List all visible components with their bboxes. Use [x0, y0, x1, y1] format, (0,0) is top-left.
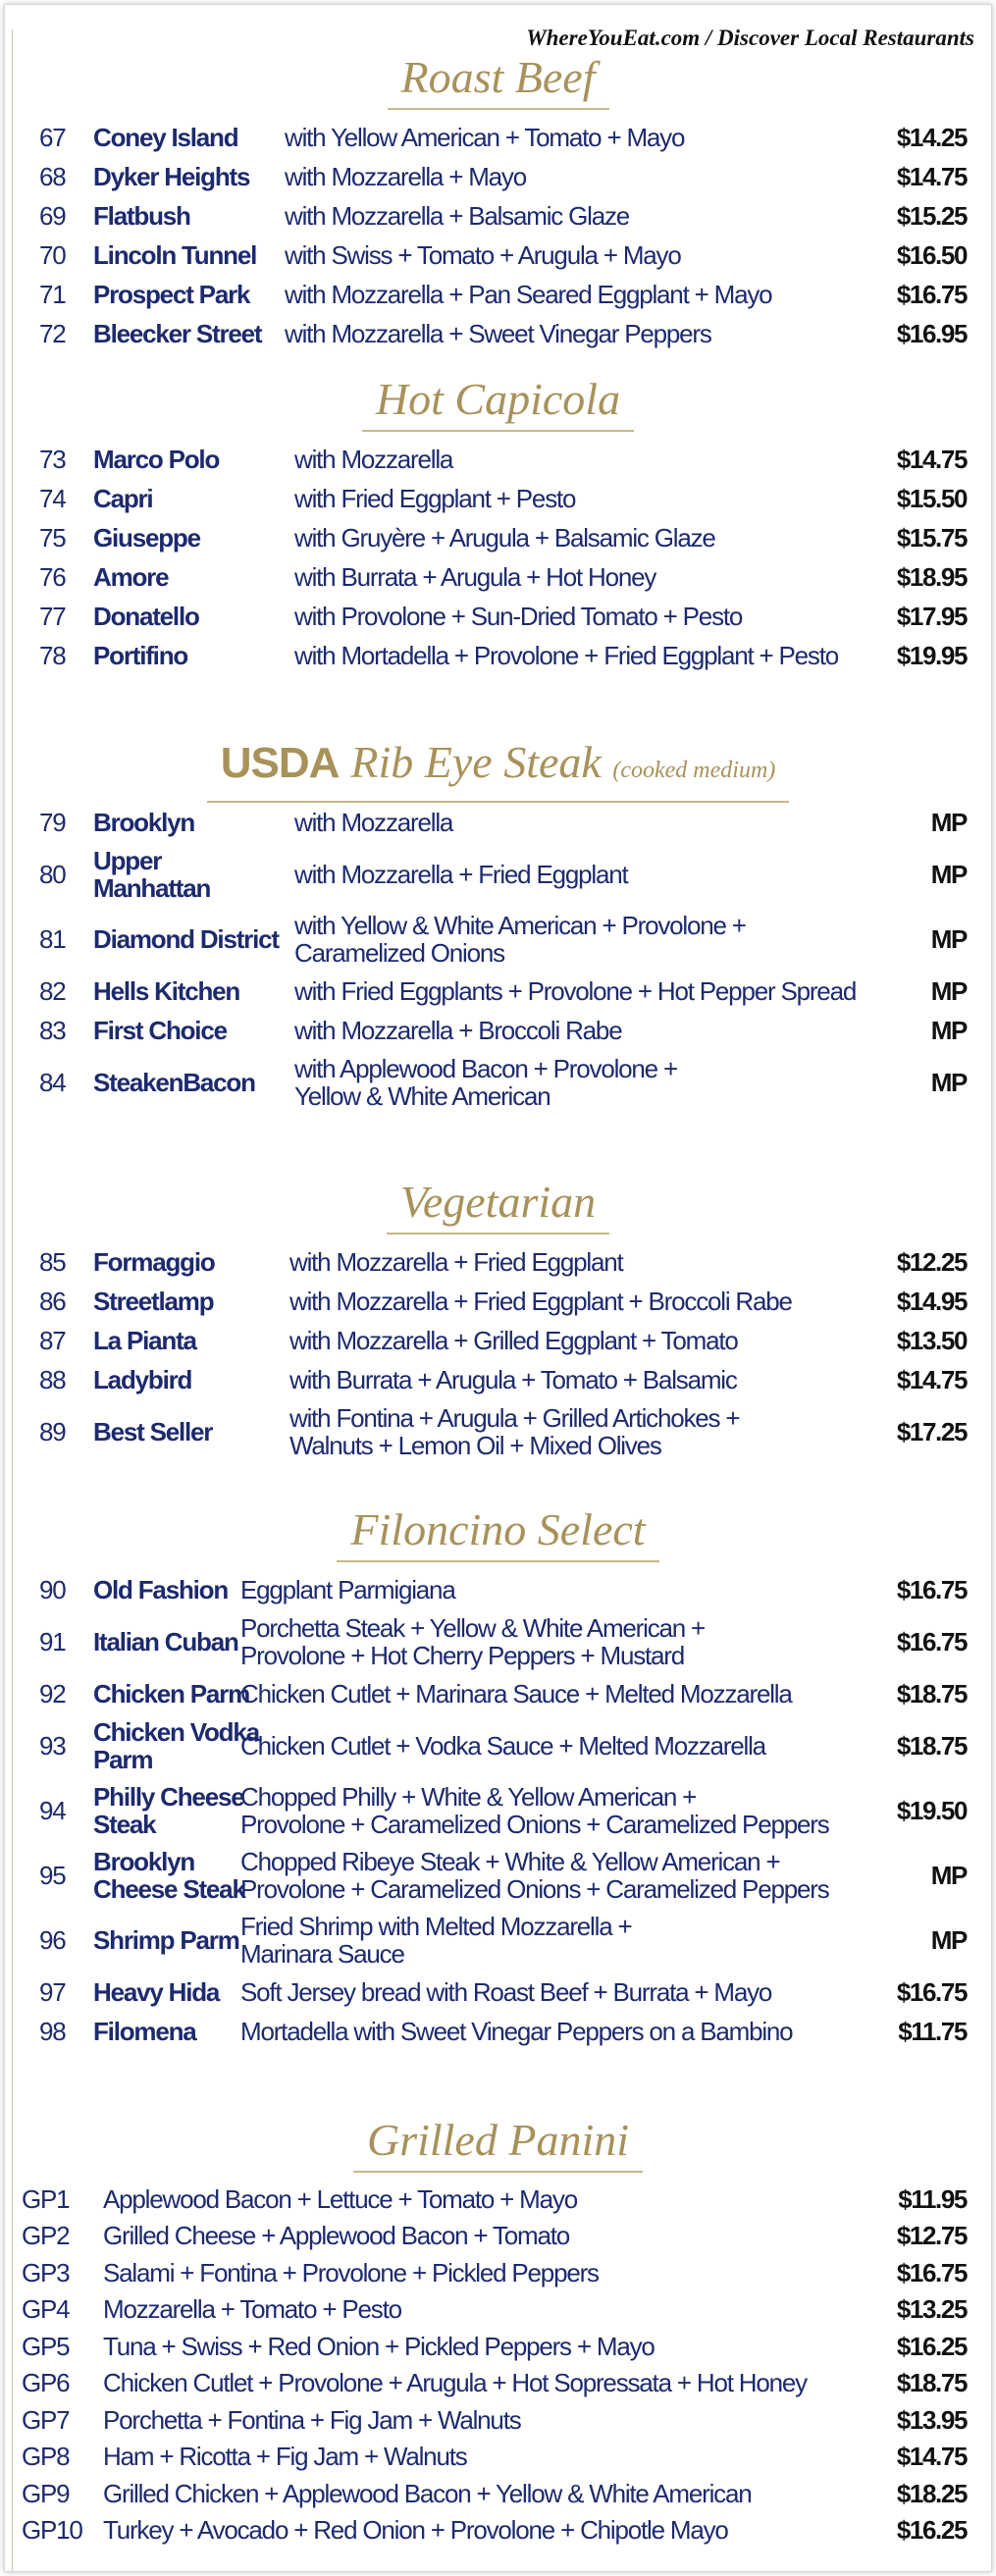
item-description: with Mozzarella + Pan Seared Eggplant + Mayo: [285, 280, 772, 309]
item-number: 90: [39, 1575, 66, 1604]
menu-item: [0, 2012, 996, 2051]
item-number: GP4: [22, 2294, 70, 2325]
item-number: GP2: [22, 2221, 70, 2251]
menu-item: [0, 2254, 996, 2291]
menu-item: [0, 1713, 996, 1778]
item-description: with Provolone + Sun-Dried Tomato + Pesto: [294, 602, 743, 631]
menu-item: [0, 842, 996, 907]
section-header: [0, 49, 996, 118]
item-price: $18.75: [896, 1679, 967, 1709]
section-title-text: Filoncino Select: [350, 1504, 646, 1554]
item-number: 96: [39, 1925, 66, 1955]
item-number: 78: [39, 641, 66, 670]
menu-item: [0, 907, 996, 972]
item-number: 82: [39, 976, 66, 1006]
item-number: 95: [39, 1861, 66, 1890]
menu-item: [0, 1908, 996, 1972]
item-price: $18.25: [896, 2478, 967, 2508]
item-price: $14.95: [896, 1287, 967, 1316]
item-name: La Pianta: [93, 1326, 196, 1355]
item-description: with Mozzarella + Broccoli Rabe: [294, 1016, 622, 1045]
item-number: 74: [39, 484, 66, 513]
menu-item: [0, 1570, 996, 1609]
menu-section: [0, 734, 996, 1115]
menu-item: [0, 1399, 996, 1464]
item-description: Chicken Cutlet + Provolone + Arugula + Hot Sopressata + Hot Honey: [103, 2368, 807, 2398]
item-name: Upper Manhattan: [93, 846, 211, 903]
menu-item: [0, 597, 996, 636]
item-number: 76: [39, 562, 66, 592]
item-description: Porchetta + Fontina + Fig Jam + Walnuts: [103, 2404, 521, 2435]
item-description: Grilled Cheese + Applewood Bacon + Tomato: [103, 2221, 569, 2251]
menu-item: [0, 2401, 996, 2439]
item-name: Filomena: [93, 2017, 196, 2046]
menu-item: [0, 1972, 996, 2012]
item-number: 83: [39, 1016, 66, 1045]
item-number: 98: [39, 2017, 66, 2046]
item-number: 88: [39, 1365, 66, 1394]
item-price: $16.75: [896, 1627, 967, 1656]
menu-section: [0, 49, 996, 353]
item-name: Donatello: [93, 602, 199, 631]
menu-item: [0, 1674, 996, 1713]
item-price: $14.75: [896, 1365, 967, 1394]
menu-item: [0, 275, 996, 314]
item-description: with Mozzarella: [294, 445, 453, 474]
item-number: 77: [39, 602, 66, 631]
watermark: WhereYouEat.com / Discover Local Restaurants: [526, 26, 974, 50]
item-description: Chicken Cutlet + Vodka Sauce + Melted Mozzarella: [240, 1731, 765, 1761]
item-description: Chopped Philly + White & Yellow American + Provolone + Caramelized Onions + Caramelized Peppers: [240, 1782, 829, 1839]
menu-item: [0, 2475, 996, 2512]
item-description: with Mozzarella + Sweet Vinegar Peppers: [285, 319, 711, 348]
item-price: $16.25: [896, 2331, 967, 2361]
item-price: $13.25: [896, 2294, 967, 2325]
item-description: with Mozzarella + Balsamic Glaze: [285, 201, 630, 231]
section-header: [0, 371, 996, 440]
item-number: 85: [39, 1247, 66, 1277]
item-name: Bleecker Street: [93, 319, 262, 348]
menu-item: [0, 440, 996, 479]
item-name: Philly Cheese Steak: [93, 1782, 244, 1839]
item-description: with Mozzarella + Fried Eggplant + Broccoli Rabe: [289, 1287, 792, 1316]
menu-item: [0, 1242, 996, 1282]
item-price: $19.50: [896, 1796, 967, 1825]
menu-item: [0, 1843, 996, 1908]
item-price: $13.50: [896, 1326, 967, 1355]
item-description: with Mozzarella + Fried Eggplant: [289, 1247, 623, 1277]
item-name: First Choice: [93, 1016, 227, 1045]
item-price: $14.75: [896, 162, 967, 191]
item-price: $16.75: [896, 280, 967, 309]
item-price: $17.25: [896, 1417, 967, 1446]
item-description: Ham + Ricotta + Fig Jam + Walnuts: [103, 2442, 467, 2472]
item-description: Mozzarella + Tomato + Pesto: [103, 2294, 401, 2325]
item-price: $12.25: [896, 1247, 967, 1277]
item-description: with Yellow & White American + Provolone + Caramelized Onions: [294, 911, 746, 968]
menu-item: [0, 2181, 996, 2218]
item-number: GP9: [22, 2478, 70, 2508]
item-name: Lincoln Tunnel: [93, 240, 257, 270]
item-description: with Burrata + Arugula + Tomato + Balsamic: [289, 1365, 737, 1394]
item-name: Hells Kitchen: [93, 976, 240, 1006]
item-name: Brooklyn: [93, 808, 195, 837]
item-description: Salami + Fontina + Provolone + Pickled Peppers: [103, 2257, 599, 2287]
menu-section: [0, 1501, 996, 2051]
section-title-text: Grilled Panini: [366, 2115, 630, 2165]
item-number: 67: [39, 123, 66, 152]
item-price: $14.75: [896, 2442, 967, 2472]
item-price: MP: [930, 976, 967, 1006]
item-number: GP6: [22, 2368, 70, 2398]
item-description: Soft Jersey bread with Roast Beef + Burrata + Mayo: [240, 1977, 772, 2007]
item-name: Giuseppe: [93, 523, 200, 552]
menu-item: [0, 2365, 996, 2402]
item-price: $15.50: [896, 484, 967, 513]
item-price: $14.25: [896, 123, 967, 152]
menu-item: [0, 972, 996, 1011]
item-price: $16.75: [896, 1575, 967, 1604]
item-number: GP7: [22, 2404, 70, 2435]
section-title: [337, 1501, 658, 1562]
item-description: with Mozzarella: [294, 808, 453, 837]
item-number: 70: [39, 240, 66, 270]
menu-item: [0, 557, 996, 597]
item-description: Porchetta Steak + Yellow & White American + Provolone + Hot Cherry Peppers + Mustard: [240, 1613, 706, 1670]
menu-item: [0, 518, 996, 557]
item-name: Chicken Parm: [93, 1679, 250, 1709]
menu-section: [0, 1174, 996, 1464]
item-price: $16.95: [896, 319, 967, 348]
section-title-text: Roast Beef: [400, 52, 596, 102]
item-number: 69: [39, 201, 66, 231]
section-header: [0, 734, 996, 803]
item-description: with Mozzarella + Fried Eggplant: [294, 860, 628, 889]
item-description: with Burrata + Arugula + Hot Honey: [294, 562, 656, 592]
item-number: GP1: [22, 2183, 70, 2214]
item-name: Coney Island: [93, 123, 238, 152]
item-price: $11.95: [898, 2183, 967, 2214]
item-description: Tuna + Swiss + Red Onion + Pickled Peppers + Mayo: [103, 2331, 655, 2361]
item-number: GP8: [22, 2442, 70, 2472]
item-number: GP3: [22, 2257, 70, 2287]
item-name: Portifino: [93, 641, 188, 670]
item-name: Formaggio: [93, 1247, 215, 1277]
item-description: with Swiss + Tomato + Arugula + Mayo: [285, 240, 681, 270]
section-title: [362, 371, 634, 432]
item-description: Chicken Cutlet + Marinara Sauce + Melted Mozzarella: [240, 1679, 792, 1709]
item-price: $18.75: [896, 2368, 967, 2398]
item-name: Diamond District: [93, 924, 279, 954]
section-title-text: Rib Eye Steak: [350, 737, 602, 787]
section-title: [353, 2112, 643, 2173]
item-name: Shrimp Parm: [93, 1925, 239, 1955]
section-title-note: (cooked medium): [612, 758, 776, 783]
section-header: [0, 1501, 996, 1570]
section-title-prefix: USDA: [220, 739, 340, 787]
item-price: MP: [930, 924, 967, 954]
item-name: SteakenBacon: [93, 1068, 255, 1097]
item-name: Chicken Vodka Parm: [93, 1717, 259, 1774]
item-number: 72: [39, 319, 66, 348]
item-description: Fried Shrimp with Melted Mozzarella + Marinara Sauce: [240, 1912, 632, 1969]
menu-item: [0, 479, 996, 518]
item-description: with Fried Eggplants + Provolone + Hot Pepper Spread: [294, 976, 857, 1006]
item-description: Applewood Bacon + Lettuce + Tomato + Mayo: [103, 2183, 577, 2214]
item-description: with Yellow American + Tomato + Mayo: [285, 123, 685, 152]
item-price: $16.75: [896, 2257, 967, 2287]
item-name: Amore: [93, 562, 169, 592]
menu-item: [0, 1778, 996, 1843]
item-price: $15.75: [896, 523, 967, 552]
item-description: with Mozzarella + Mayo: [285, 162, 526, 191]
item-description: Mortadella with Sweet Vinegar Peppers on a Bambino: [240, 2017, 793, 2046]
item-number: 81: [39, 924, 66, 954]
item-number: 91: [39, 1627, 66, 1656]
item-price: MP: [930, 1861, 967, 1890]
item-price: MP: [930, 808, 967, 837]
item-number: 89: [39, 1417, 66, 1446]
section-title: [387, 1174, 609, 1235]
item-price: MP: [930, 1068, 967, 1097]
item-price: $15.25: [896, 201, 967, 231]
item-number: 73: [39, 445, 66, 474]
menu-item: [0, 1011, 996, 1050]
item-price: $13.95: [896, 2404, 967, 2435]
section-header: [0, 2112, 996, 2181]
item-name: Capri: [93, 484, 153, 513]
item-number: GP10: [22, 2515, 82, 2546]
section-title-text: Hot Capicola: [375, 374, 621, 424]
item-price: $16.75: [896, 1977, 967, 2007]
menu-item: [0, 196, 996, 236]
menu-item: [0, 1609, 996, 1674]
menu-item: [0, 1321, 996, 1360]
item-name: Dyker Heights: [93, 162, 250, 191]
menu-item: [0, 2218, 996, 2255]
menu-item: [0, 2291, 996, 2329]
menu-section: [0, 2112, 996, 2549]
item-description: Grilled Chicken + Applewood Bacon + Yellow & White American: [103, 2478, 752, 2508]
item-description: with Fontina + Arugula + Grilled Artichokes + Walnuts + Lemon Oil + Mixed Olives: [289, 1403, 740, 1460]
item-number: GP5: [22, 2331, 70, 2361]
menu-item: [0, 236, 996, 275]
item-name: Brooklyn Cheese Steak: [93, 1847, 245, 1904]
section-title: [388, 49, 609, 110]
menu-item: [0, 636, 996, 675]
menu-item: [0, 1282, 996, 1321]
menu-item: [0, 1050, 996, 1115]
item-description: Eggplant Parmigiana: [240, 1575, 455, 1604]
item-price: $17.95: [896, 602, 967, 631]
item-price: $16.25: [896, 2515, 967, 2546]
menu-item: [0, 2439, 996, 2476]
section-title-text: Vegetarian: [399, 1177, 597, 1227]
item-number: 75: [39, 523, 66, 552]
item-number: 71: [39, 280, 66, 309]
item-number: 84: [39, 1068, 66, 1097]
item-price: $12.75: [896, 2221, 967, 2251]
item-name: Streetlamp: [93, 1287, 214, 1316]
item-price: MP: [930, 860, 967, 889]
menu-item: [0, 803, 996, 842]
item-number: 87: [39, 1326, 66, 1355]
item-number: 79: [39, 808, 66, 837]
item-name: Old Fashion: [93, 1575, 229, 1604]
item-price: $16.50: [896, 240, 967, 270]
item-price: MP: [930, 1925, 967, 1955]
item-number: 80: [39, 860, 66, 889]
item-name: Heavy Hida: [93, 1977, 220, 2007]
item-name: Prospect Park: [93, 280, 250, 309]
item-name: Ladybird: [93, 1365, 192, 1394]
section-title: [207, 734, 790, 803]
item-description: Chopped Ribeye Steak + White & Yellow American + Provolone + Caramelized Onions + Caramelized Peppers: [240, 1847, 829, 1904]
item-number: 97: [39, 1977, 66, 2007]
item-description: with Fried Eggplant + Pesto: [294, 484, 576, 513]
item-price: $18.95: [896, 562, 967, 592]
item-price: $11.75: [898, 2017, 967, 2046]
item-name: Flatbush: [93, 201, 190, 231]
item-price: $14.75: [896, 445, 967, 474]
item-name: Italian Cuban: [93, 1627, 238, 1656]
item-description: with Gruyère + Arugula + Balsamic Glaze: [294, 523, 715, 552]
item-number: 86: [39, 1287, 66, 1316]
item-number: 92: [39, 1679, 66, 1709]
item-number: 68: [39, 162, 66, 191]
item-description: with Mozzarella + Grilled Eggplant + Tomato: [289, 1326, 738, 1355]
menu-section: [0, 371, 996, 675]
item-name: Marco Polo: [93, 445, 220, 474]
menu-item: [0, 2512, 996, 2550]
menu-item: [0, 1360, 996, 1399]
item-description: with Applewood Bacon + Provolone + Yellow & White American: [294, 1054, 677, 1111]
item-price: $19.95: [896, 641, 967, 670]
item-description: Turkey + Avocado + Red Onion + Provolone + Chipotle Mayo: [103, 2515, 728, 2546]
item-number: 93: [39, 1731, 66, 1761]
item-number: 94: [39, 1796, 66, 1825]
item-price: $18.75: [896, 1731, 967, 1761]
menu-item: [0, 118, 996, 157]
menu-item: [0, 314, 996, 353]
section-header: [0, 1174, 996, 1242]
item-name: Best Seller: [93, 1417, 213, 1446]
item-description: with Mortadella + Provolone + Fried Eggplant + Pesto: [294, 641, 839, 670]
menu-item: [0, 2328, 996, 2365]
item-price: MP: [930, 1016, 967, 1045]
menu-item: [0, 157, 996, 196]
